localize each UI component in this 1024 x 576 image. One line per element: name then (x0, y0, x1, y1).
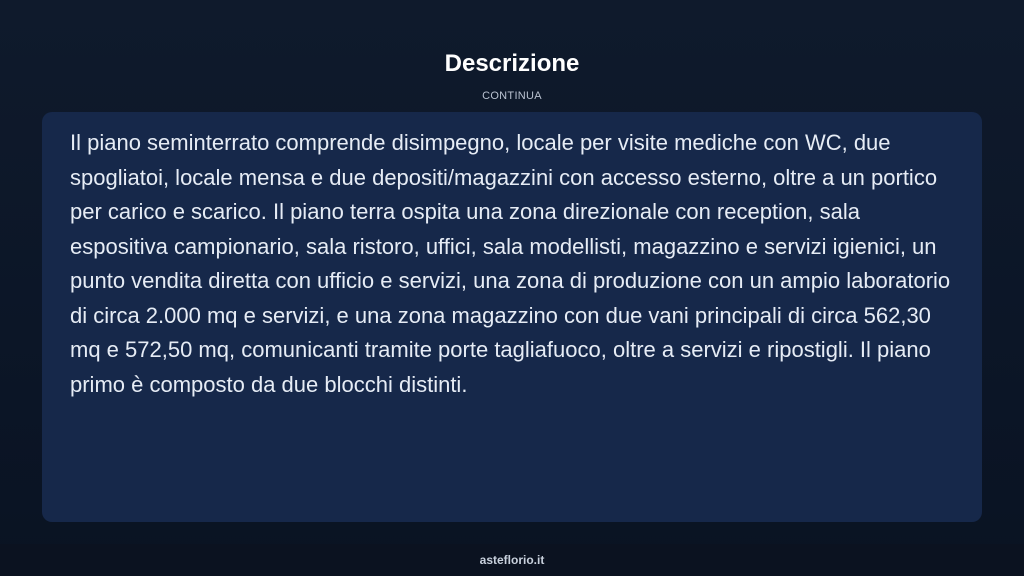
description-text: Il piano seminterrato comprende disimpegno, locale per visite mediche con WC, due spogliatoi, locale mensa e due depositi/magazzini con accesso esterno, oltre a un portico per carico e scarico. Il piano terra ospita una zona direzionale con reception, sala espositiva campionario, sala ristoro, uffici, sala modellisti, magazzino e servizi igienici, un punto vendita diretta con ufficio e servizi, una zona di produzione con un ampio laboratorio di circa 2.000 mq e servizi, e una zona magazzino con due vani principali di circa 562,30 mq e 572,50 mq, comunicanti tramite porte tagliafuoco, oltre a servizi e ripostigli. Il piano primo è composto da due blocchi distinti. (70, 130, 951, 397)
description-panel (42, 112, 982, 522)
footer-bar (0, 544, 1024, 576)
page-title: Descrizione (444, 50, 580, 77)
continua-label: CONTINUA (482, 90, 542, 102)
slide-header (0, 48, 1024, 102)
site-label: asteflorio.it (479, 553, 545, 567)
